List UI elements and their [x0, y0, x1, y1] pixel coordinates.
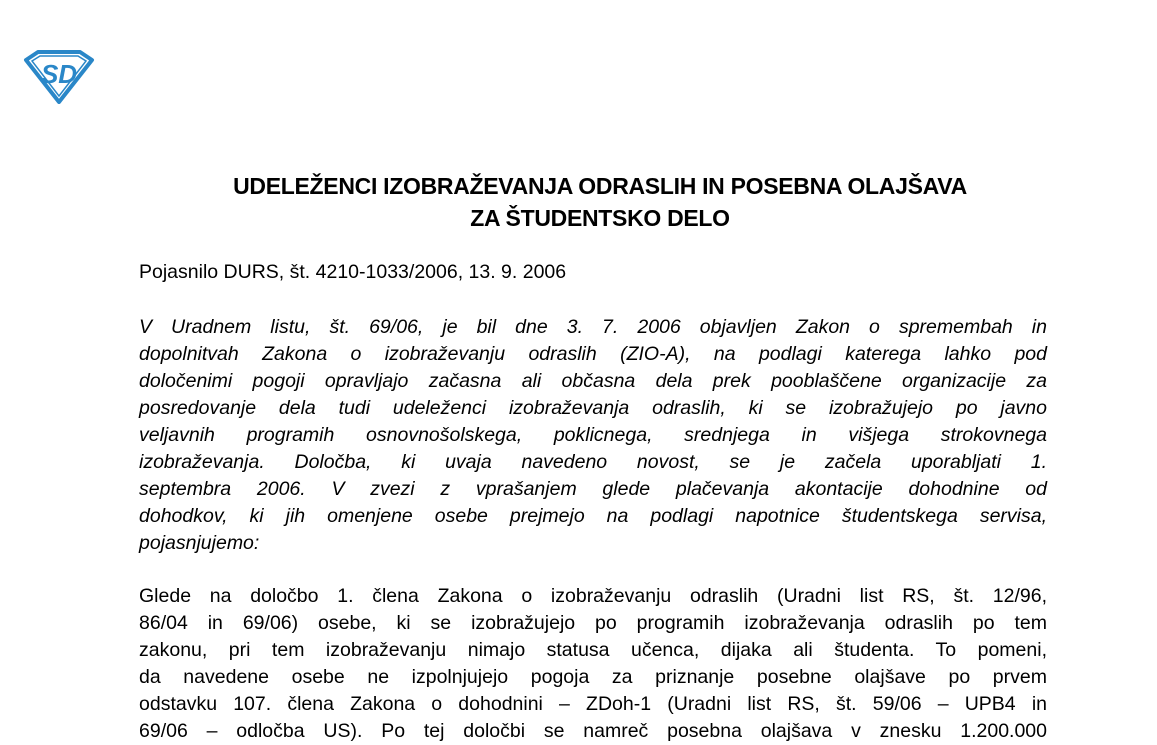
logo-lettering: SD: [40, 59, 78, 89]
document-title: [100, 170, 1100, 234]
title-line-2: ZA ŠTUDENTSKO DELO: [470, 205, 730, 231]
intro-line: dopolnitvah Zakona o izobraževanju odraslih (ZIO-A), na podlagi katerega lahko pod: [139, 343, 1047, 365]
intro-line: dohodkov, ki jih omenjene osebe prejmejo na podlagi napotnice študentskega servisa,: [139, 505, 1047, 527]
body-line: 86/04 in 69/06) osebe, ki se izobražujejo po programih izobraževanja odraslih po tem: [139, 612, 1047, 634]
intro-line: posredovanje dela tudi udeleženci izobraževanja odraslih, ki se izobražujejo po javno: [139, 397, 1047, 419]
intro-paragraph: [139, 314, 1047, 557]
intro-line: V Uradnem listu, št. 69/06, je bil dne 3. 7. 2006 objavljen Zakon o spremembah in: [139, 316, 1047, 338]
source-reference: Pojasnilo DURS, št. 4210-1033/2006, 13. 9. 2006: [139, 261, 567, 283]
body-line: odstavku 107. člena Zakona o dohodnini – ZDoh-1 (Uradni list RS, št. 59/06 – UPB4 in: [139, 693, 1047, 715]
body-line: Glede na določbo 1. člena Zakona o izobraževanju odraslih (Uradni list RS, št. 12/96,: [139, 585, 1047, 607]
intro-line: izobraževanja. Določba, ki uvaja navedeno novost, se je začela uporabljati 1.: [139, 451, 1047, 473]
body-line: da navedene osebe ne izpolnjujejo pogoja za priznanje posebne olajšave po prvem: [139, 666, 1047, 688]
body-line: 69/06 – odločba US). Po tej določbi se namreč posebna olajšava v znesku 1.200.000: [139, 720, 1047, 742]
intro-line: veljavnih programih osnovnošolskega, poklicnega, srednjega in višjega strokovnega: [139, 424, 1047, 446]
title-line-1: UDELEŽENCI IZOBRAŽEVANJA ODRASLIH IN POSEBNA OLAJŠAVA: [233, 173, 967, 199]
intro-line: določenimi pogoji opravljajo začasna ali občasna dela prek pooblaščene organizacije za: [139, 370, 1047, 392]
body-paragraph: [139, 583, 1047, 745]
intro-line: pojasnjujemo:: [139, 532, 260, 554]
body-line: zakonu, pri tem izobraževanju nimajo statusa učenca, dijaka ali študenta. To pomeni,: [139, 639, 1047, 661]
intro-line: septembra 2006. V zvezi z vprašanjem glede plačevanja akontacije dohodnine od: [139, 478, 1047, 500]
sd-shield-logo: [22, 50, 96, 104]
